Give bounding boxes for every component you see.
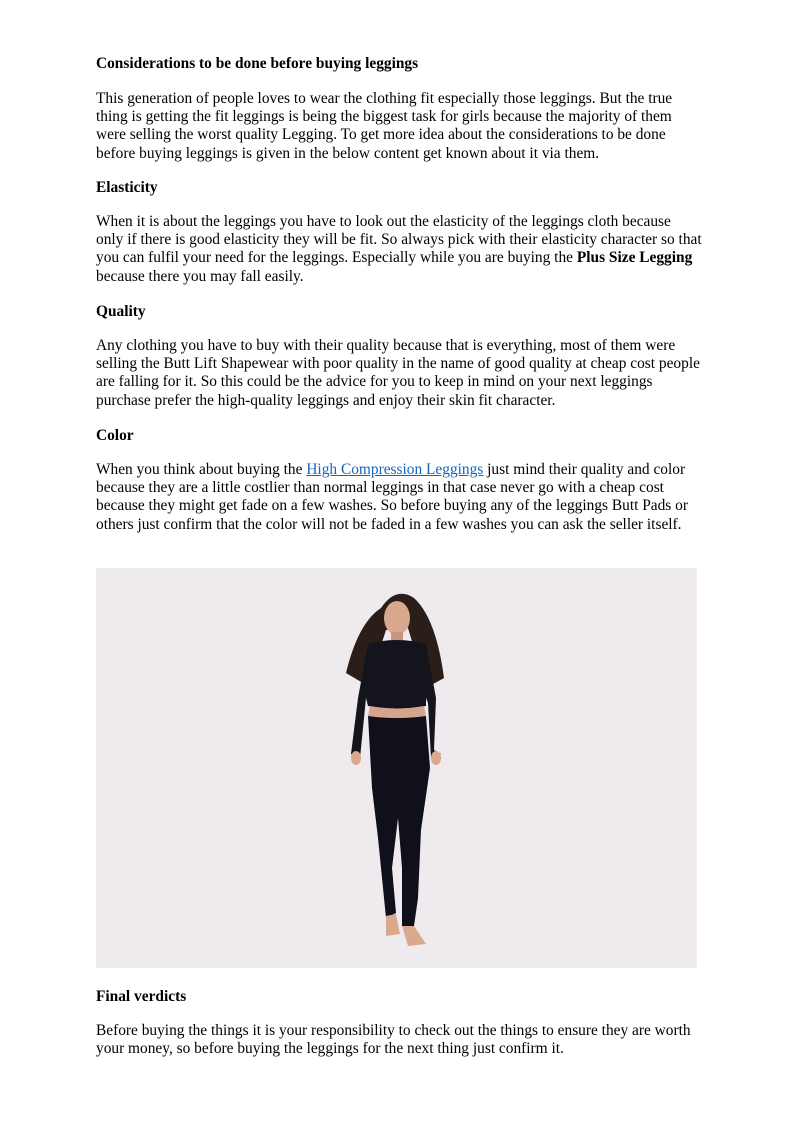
text: When you think about buying the — [96, 461, 307, 478]
heading-color: Color — [96, 427, 134, 444]
text: just mind their quality and color because they are a little costlier than normal leggings in that case never go with a cheap cost because they might get fade on a few washes. So before buying any of the leggings Butt Pads or others just confirm that the color will not be faded in a few washes you can ask the seller itself. — [96, 461, 688, 533]
heading-final-verdicts: Final verdicts — [96, 988, 187, 1005]
paragraph-intro: This generation of people loves to wear the clothing fit especially those leggings. But the true thing is getting the fit leggings is being the biggest task for girls because the majority of them were selling the worst quality Legging. To get more idea about the considerations to be done before buying leggings is given in the below content get known about it via them. — [96, 90, 673, 162]
heading-elasticity: Elasticity — [96, 179, 158, 196]
paragraph-quality: Any clothing you have to buy with their quality because that is everything, most of them were selling the Butt Lift Shapewear with poor quality in the name of good quality at cheap cost people are falling for it. So this could be the advice for you to keep in mind on your next leggings purchase prefer the high-quality leggings and enjoy their skin fit character. — [96, 337, 700, 409]
woman-figure-illustration — [96, 568, 697, 968]
paragraph-final-verdicts: Before buying the things it is your responsibility to check out the things to ensure they are worth your money, so before buying the leggings for the next thing just confirm it. — [96, 1022, 691, 1058]
bold-term: Plus Size Legging — [576, 249, 693, 267]
heading-quality: Quality — [96, 303, 146, 320]
heading-considerations: Considerations to be done before buying leggings — [96, 55, 419, 72]
high-compression-leggings-link[interactable]: High Compression Leggings — [306, 461, 484, 478]
paragraph-elasticity — [96, 213, 702, 286]
text: because there you may fall easily. — [96, 267, 304, 285]
woman-in-leggings-photo — [96, 568, 697, 968]
text: When it is about the leggings you have to look out the elasticity of the leggings cloth because only if there is good elasticity they will be fit. So always pick with their elasticity character so that you can fulfil your need for the leggings. Especially while you are buying the — [96, 213, 702, 267]
paragraph-color — [96, 461, 702, 534]
